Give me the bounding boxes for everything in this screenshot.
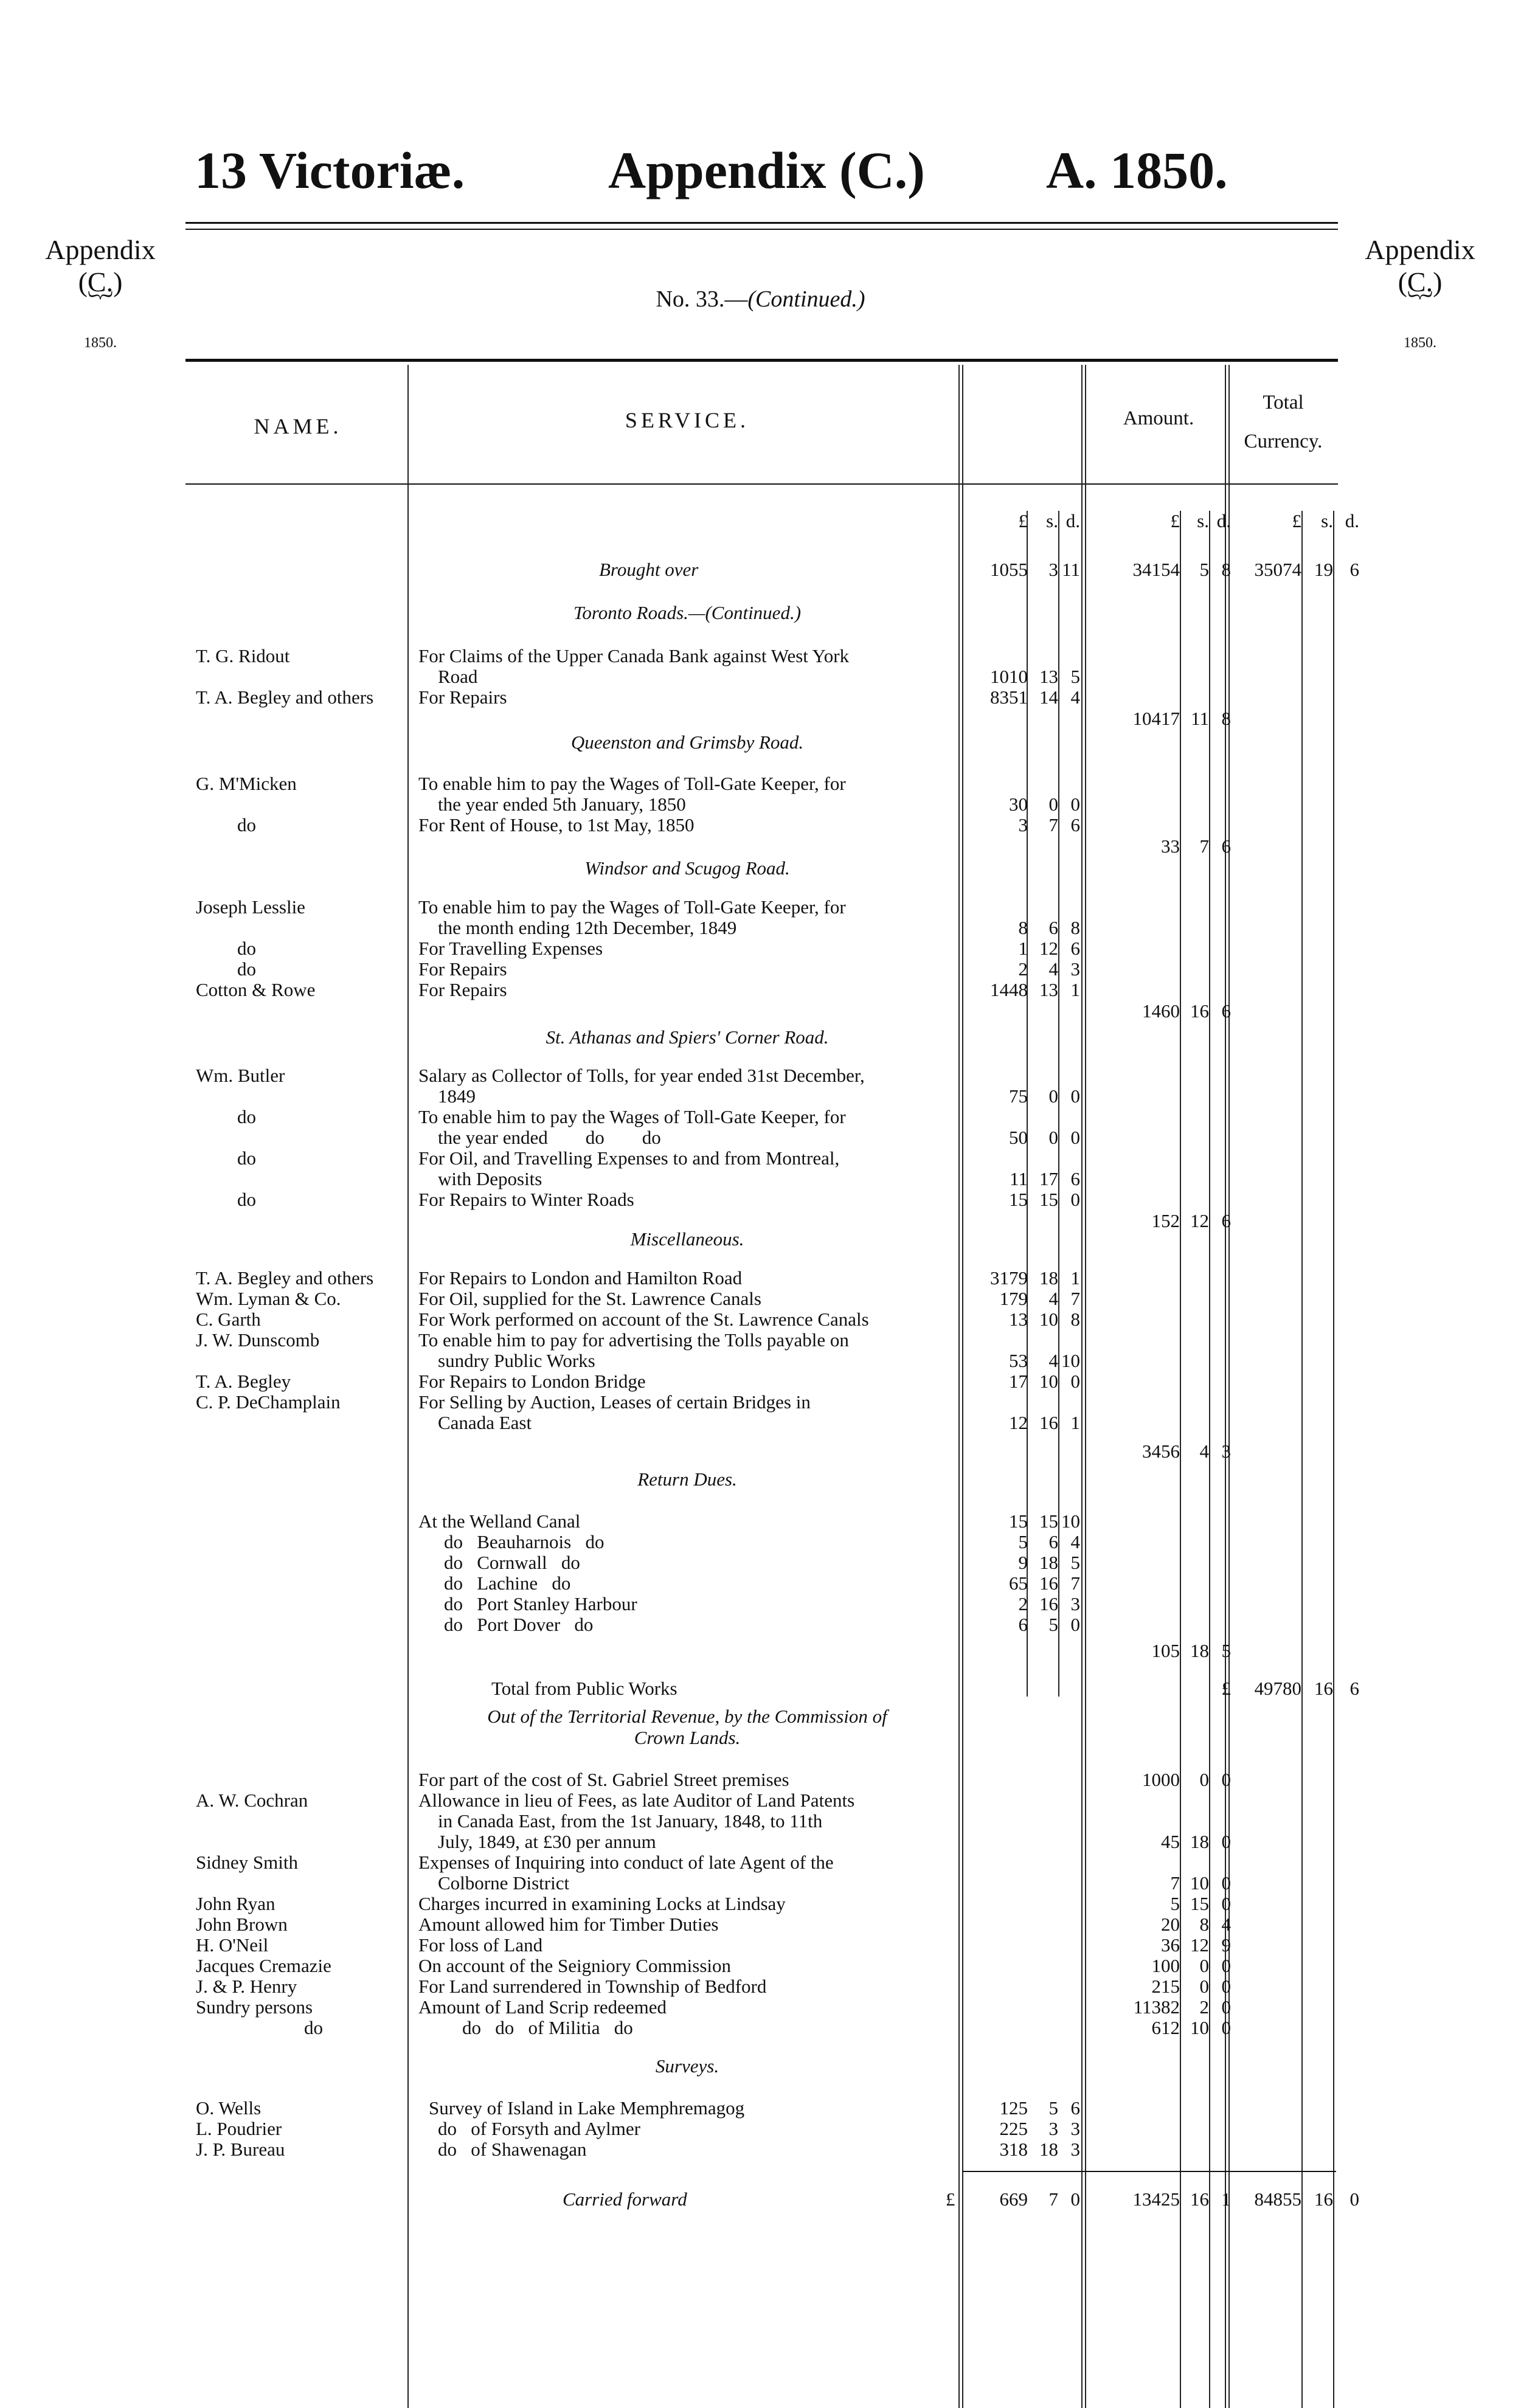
section-title: Toronto Roads.—(Continued.) bbox=[573, 602, 802, 623]
column-divider bbox=[1333, 511, 1334, 2408]
column-header-name: NAME. bbox=[254, 414, 342, 438]
brought-over-label: Brought over bbox=[599, 559, 699, 580]
brace-icon: ︸ bbox=[1408, 290, 1432, 318]
margin-sub: (C.) bbox=[78, 266, 123, 297]
carried-forward-rule bbox=[962, 2171, 1336, 2172]
column-divider bbox=[1081, 365, 1083, 2408]
header-rule bbox=[185, 222, 1338, 224]
section-title: Out of the Territorial Revenue, by the Commission of bbox=[487, 1706, 887, 1727]
section-title: Queenston and Grimsby Road. bbox=[570, 732, 804, 753]
margin-label: Appendix bbox=[1365, 234, 1475, 265]
table-top-rule bbox=[185, 359, 1338, 362]
column-header-service: SERVICE. bbox=[625, 408, 750, 432]
column-header-amount: Amount. bbox=[1123, 407, 1194, 429]
section-title: Miscellaneous. bbox=[630, 1228, 744, 1250]
margin-label: Appendix bbox=[45, 234, 156, 265]
column-header-rule bbox=[185, 483, 1338, 485]
section-title: Surveys. bbox=[655, 2055, 719, 2077]
column-divider bbox=[1228, 365, 1230, 2408]
header-left: 13 Victoriæ. bbox=[195, 141, 465, 199]
column-header-total: Total Currency. bbox=[1244, 392, 1323, 452]
table-number: No. 33.—(Continued.) bbox=[656, 286, 865, 312]
column-divider bbox=[1225, 365, 1226, 2408]
section-title: Return Dues. bbox=[637, 1469, 737, 1490]
margin-year: 1850. bbox=[1404, 334, 1436, 351]
section-title: Windsor and Scugog Road. bbox=[584, 857, 790, 879]
section-title: Crown Lands. bbox=[634, 1727, 741, 1748]
column-divider bbox=[1085, 365, 1086, 2408]
margin-sub: (C.) bbox=[1398, 266, 1443, 297]
column-divider bbox=[1301, 511, 1303, 2408]
margin-year: 1850. bbox=[84, 334, 117, 351]
section-title: St. Athanas and Spiers' Corner Road. bbox=[546, 1026, 829, 1048]
header-rule bbox=[185, 229, 1338, 230]
header-center: Appendix (C.) bbox=[608, 141, 925, 199]
brace-icon: ︸ bbox=[88, 290, 113, 318]
column-divider bbox=[407, 365, 409, 2408]
header-right: A. 1850. bbox=[1046, 141, 1228, 199]
